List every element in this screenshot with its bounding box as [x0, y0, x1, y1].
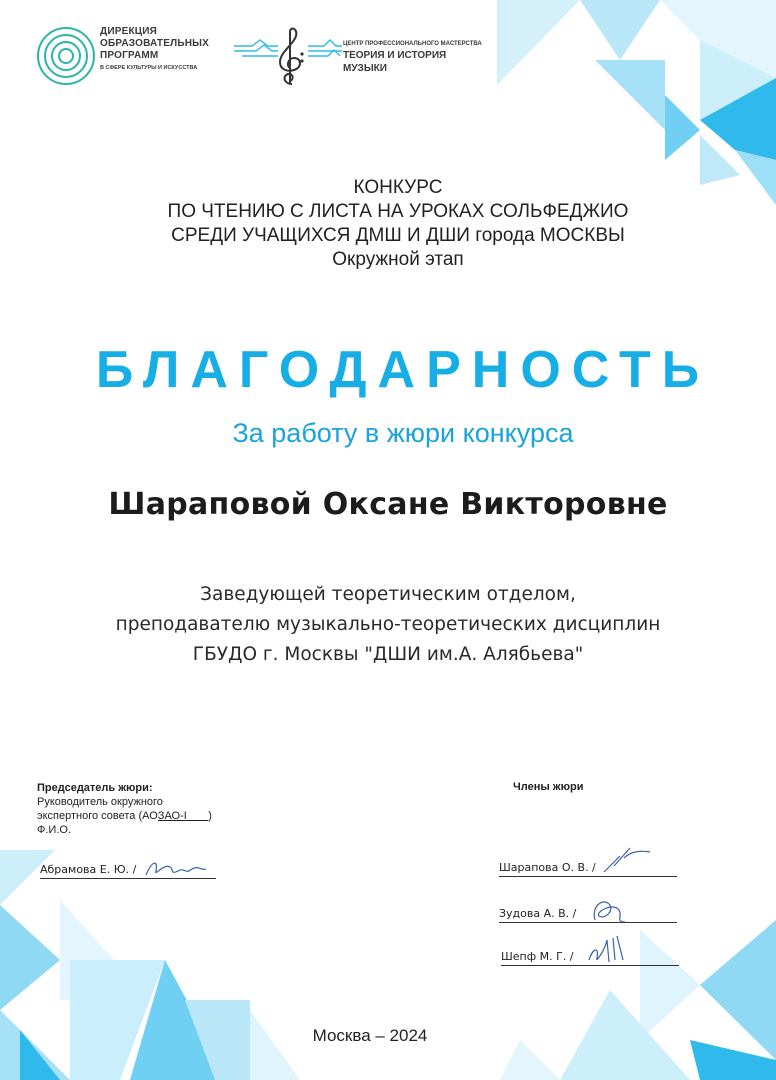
chair-line2 [37, 809, 212, 823]
member2-signature-icon [585, 892, 635, 928]
contest-line4: Окружной этап [332, 249, 464, 270]
chair-line2-a: экспертного совета (АО [37, 810, 158, 822]
member3-name: Шепф М. Г. / [501, 950, 574, 963]
certificate-subtitle: За работу в жюри конкурса [232, 418, 574, 448]
org2-line3: МУЗЫКИ [343, 63, 387, 74]
member1-name: Шарапова О. В. / [499, 861, 596, 874]
chair-line3: Ф.И.О. [37, 824, 71, 836]
chair-district: ЗАО-I [157, 810, 187, 822]
members-title: Члены жюри [513, 781, 584, 793]
chair-line1: Руководитель окружного [37, 796, 163, 808]
chair-signature-icon [140, 855, 210, 881]
org1-line4: В СФЕРЕ КУЛЬТУРЫ И ИСКУССТВА [100, 65, 198, 71]
position-line2: преподавателю музыкально-теоретических дисциплин [115, 614, 661, 635]
member1-signature-icon [600, 842, 660, 876]
contest-line3: СРЕДИ УЧАЩИХСЯ ДМШ И ДШИ города МОСКВЫ [171, 225, 625, 246]
recipient-name: Шараповой Оксане Викторовне [108, 487, 668, 522]
org2-name [343, 40, 482, 75]
org2-line2: ТЕОРИЯ И ИСТОРИЯ [343, 50, 447, 61]
member3-signature-icon [583, 930, 633, 968]
org1-line1: ДИРЕКЦИЯ [100, 26, 158, 37]
contest-line2: ПО ЧТЕНИЮ С ЛИСТА НА УРОКАХ СОЛЬФЕДЖИО [167, 201, 629, 222]
certificate-title: БЛАГОДАРНОСТЬ [95, 341, 711, 399]
position-line3: ГБУДО г. Москвы "ДШИ им.А. Алябьева" [192, 644, 584, 665]
org1-line2: ОБРАЗОВАТЕЛЬНЫХ [100, 38, 210, 49]
member2-name: Зудова А. В. / [499, 907, 577, 920]
position-line1: Заведующей теоретическим отделом, [200, 584, 576, 605]
chair-line2-c: ) [208, 810, 212, 822]
concentric-circles-logo-icon [36, 26, 96, 86]
org2-line1: ЦЕНТР ПРОФЕССИОНАЛЬНОГО МАСТЕРСТВА [343, 41, 482, 47]
footer-city-year: Москва – 2024 [312, 1026, 428, 1045]
contest-heading [60, 176, 736, 272]
treble-clef-logo-icon [232, 26, 342, 88]
org1-line3: ПРОГРАММ [100, 50, 159, 61]
recipient-position [0, 580, 776, 670]
org1-name [100, 26, 209, 74]
chair-name: Абрамова Е. Ю. / [40, 863, 137, 876]
contest-line1: КОНКУРС [353, 177, 443, 198]
jury-chair-block [37, 781, 212, 837]
chair-title: Председатель жюри: [37, 782, 153, 794]
